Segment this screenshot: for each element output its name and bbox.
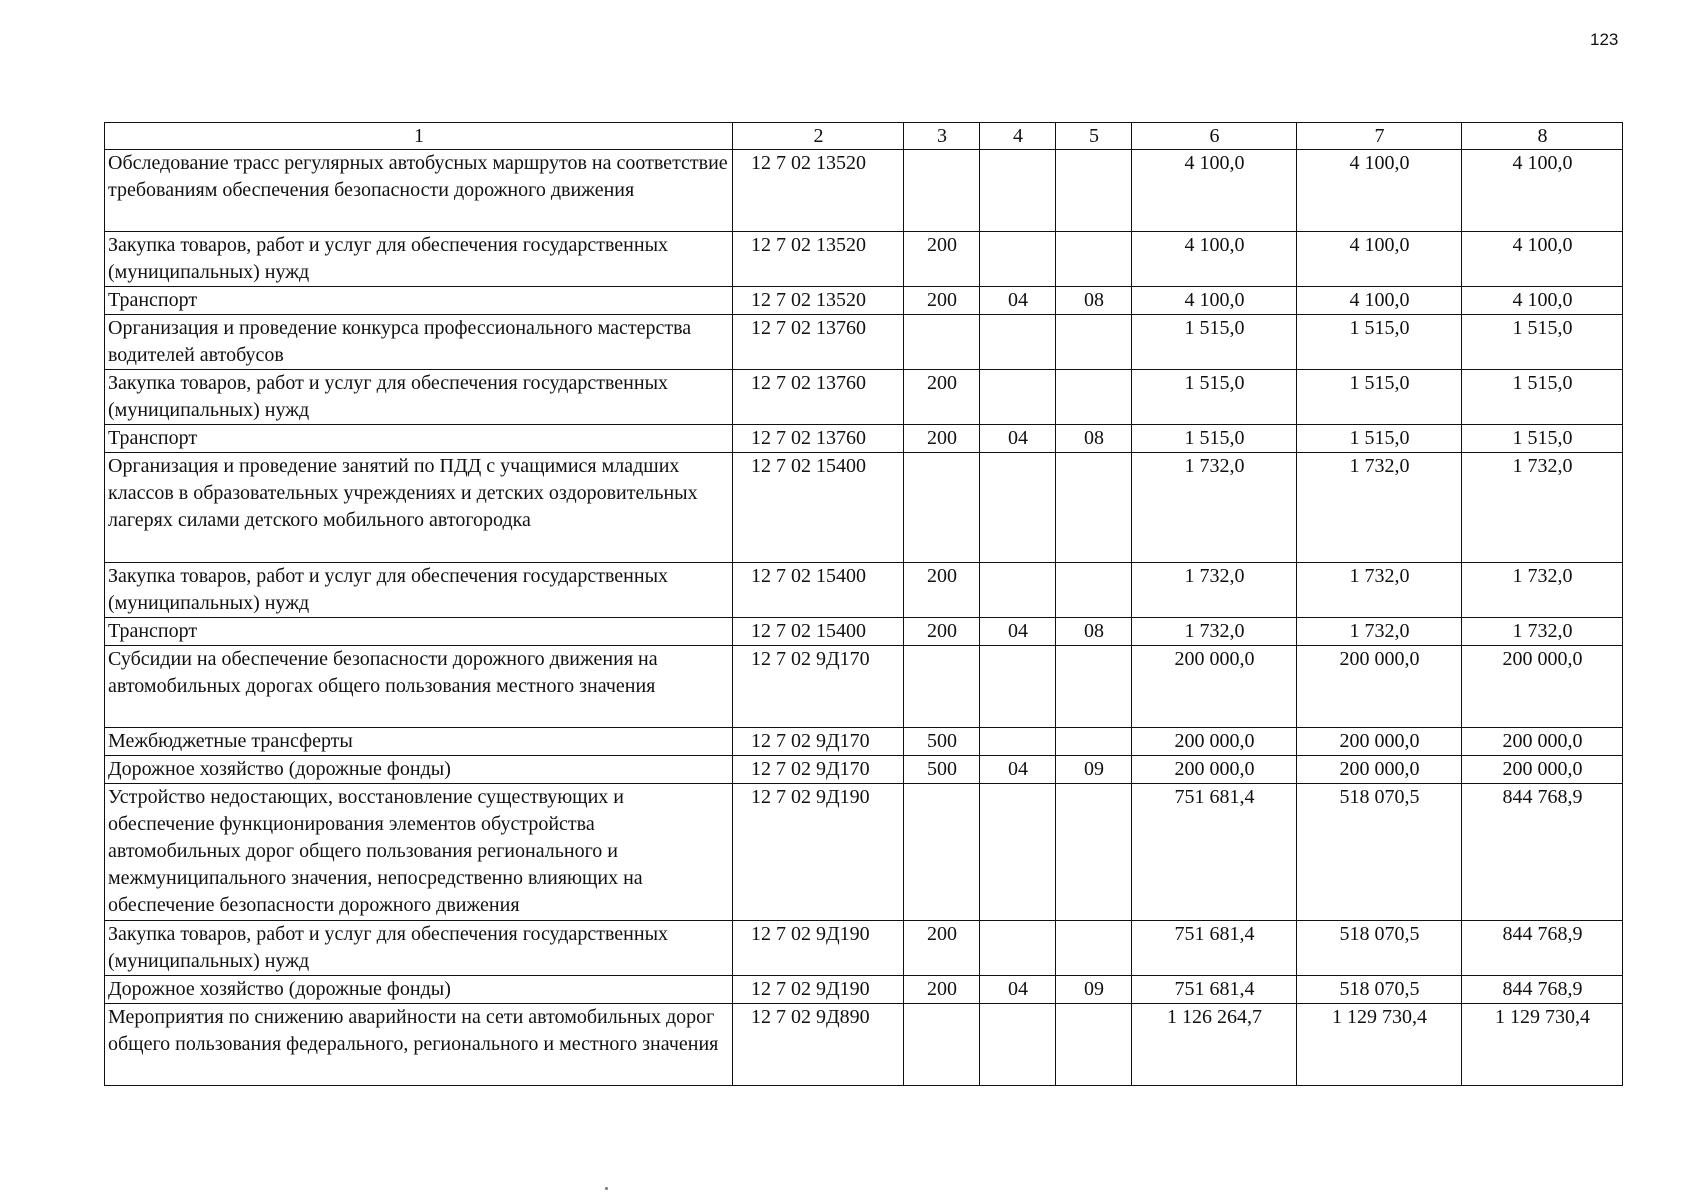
row-col4: 04 xyxy=(980,425,1056,453)
row-col3: 500 xyxy=(904,756,980,784)
row-amount-7: 1 515,0 xyxy=(1297,315,1462,370)
row-name: Межбюджетные трансферты xyxy=(105,728,733,756)
table-row xyxy=(105,150,1623,232)
row-name: Организация и проведение конкурса профессионального мастерства водителей автобусов xyxy=(105,315,733,370)
row-amount-7: 1 515,0 xyxy=(1297,370,1462,425)
row-col4 xyxy=(980,646,1056,728)
row-amount-7: 1 129 730,4 xyxy=(1297,1004,1462,1086)
row-col5 xyxy=(1056,232,1132,287)
row-amount-7: 1 732,0 xyxy=(1297,453,1462,563)
row-col3: 200 xyxy=(904,618,980,646)
row-amount-7: 200 000,0 xyxy=(1297,728,1462,756)
row-col5 xyxy=(1056,315,1132,370)
row-name: Закупка товаров, работ и услуг для обеспечения государственных (муниципальных) нужд xyxy=(105,563,733,618)
row-col4 xyxy=(980,232,1056,287)
row-col4 xyxy=(980,453,1056,563)
row-col5: 08 xyxy=(1056,618,1132,646)
row-col3 xyxy=(904,315,980,370)
row-name: Транспорт xyxy=(105,287,733,315)
row-name: Закупка товаров, работ и услуг для обеспечения государственных (муниципальных) нужд xyxy=(105,921,733,976)
row-name: Дорожное хозяйство (дорожные фонды) xyxy=(105,976,733,1004)
column-header-2: 2 xyxy=(733,123,904,150)
row-code: 12 7 02 15400 xyxy=(733,563,904,618)
table-row xyxy=(105,756,1623,784)
row-code: 12 7 02 13520 xyxy=(733,232,904,287)
row-name: Субсидии на обеспечение безопасности дорожного движения на автомобильных дорогах общего пользования местного значения xyxy=(105,646,733,728)
table-row xyxy=(105,287,1623,315)
row-col3 xyxy=(904,150,980,232)
row-col5 xyxy=(1056,784,1132,921)
row-col4 xyxy=(980,315,1056,370)
row-col5 xyxy=(1056,370,1132,425)
row-col4: 04 xyxy=(980,756,1056,784)
row-amount-8: 1 732,0 xyxy=(1462,563,1623,618)
row-code: 12 7 02 9Д170 xyxy=(733,756,904,784)
row-amount-6: 1 515,0 xyxy=(1132,315,1297,370)
row-amount-6: 751 681,4 xyxy=(1132,976,1297,1004)
table-row xyxy=(105,425,1623,453)
row-amount-6: 4 100,0 xyxy=(1132,287,1297,315)
table-row xyxy=(105,563,1623,618)
row-amount-6: 4 100,0 xyxy=(1132,150,1297,232)
header-row xyxy=(105,123,1623,150)
row-amount-6: 1 515,0 xyxy=(1132,425,1297,453)
budget-table xyxy=(104,122,1623,1086)
row-amount-6: 1 732,0 xyxy=(1132,453,1297,563)
row-amount-8: 4 100,0 xyxy=(1462,150,1623,232)
page-number: 123 xyxy=(1590,30,1619,49)
row-col5: 08 xyxy=(1056,425,1132,453)
row-name: Транспорт xyxy=(105,618,733,646)
row-col5 xyxy=(1056,728,1132,756)
column-header-3: 3 xyxy=(904,123,980,150)
row-col4 xyxy=(980,728,1056,756)
row-col5: 09 xyxy=(1056,756,1132,784)
row-amount-8: 844 768,9 xyxy=(1462,976,1623,1004)
row-code: 12 7 02 9Д890 xyxy=(733,1004,904,1086)
row-col4 xyxy=(980,921,1056,976)
row-code: 12 7 02 13520 xyxy=(733,150,904,232)
row-amount-8: 200 000,0 xyxy=(1462,728,1623,756)
row-amount-7: 518 070,5 xyxy=(1297,921,1462,976)
row-amount-6: 1 515,0 xyxy=(1132,370,1297,425)
table-row xyxy=(105,921,1623,976)
table-row xyxy=(105,232,1623,287)
table-row xyxy=(105,646,1623,728)
row-code: 12 7 02 15400 xyxy=(733,618,904,646)
row-amount-6: 751 681,4 xyxy=(1132,921,1297,976)
row-col4 xyxy=(980,150,1056,232)
row-name: Транспорт xyxy=(105,425,733,453)
row-amount-8: 844 768,9 xyxy=(1462,921,1623,976)
row-col3: 200 xyxy=(904,976,980,1004)
row-code: 12 7 02 9Д190 xyxy=(733,976,904,1004)
table-row xyxy=(105,976,1623,1004)
row-amount-7: 200 000,0 xyxy=(1297,646,1462,728)
row-col5 xyxy=(1056,1004,1132,1086)
row-code: 12 7 02 9Д170 xyxy=(733,646,904,728)
row-col5 xyxy=(1056,150,1132,232)
row-amount-6: 1 732,0 xyxy=(1132,563,1297,618)
row-col3: 200 xyxy=(904,370,980,425)
row-amount-6: 200 000,0 xyxy=(1132,646,1297,728)
row-amount-8: 200 000,0 xyxy=(1462,756,1623,784)
row-code: 12 7 02 13520 xyxy=(733,287,904,315)
row-name: Закупка товаров, работ и услуг для обеспечения государственных (муниципальных) нужд xyxy=(105,370,733,425)
row-name: Устройство недостающих, восстановление существующих и обеспечение функционирования элементов обустройства автомобильных дорог общего пользования регионального и межмуниципального значения, непосредственно влияющих на обеспечение безопасности дорожного движения xyxy=(105,784,733,921)
row-col3: 200 xyxy=(904,287,980,315)
row-amount-8: 844 768,9 xyxy=(1462,784,1623,921)
row-name: Мероприятия по снижению аварийности на сети автомобильных дорог общего пользования федерального, регионального и местного значения xyxy=(105,1004,733,1086)
table-row xyxy=(105,370,1623,425)
row-amount-6: 4 100,0 xyxy=(1132,232,1297,287)
row-col3 xyxy=(904,1004,980,1086)
row-col5: 09 xyxy=(1056,976,1132,1004)
row-amount-7: 518 070,5 xyxy=(1297,976,1462,1004)
row-amount-6: 751 681,4 xyxy=(1132,784,1297,921)
row-amount-7: 4 100,0 xyxy=(1297,232,1462,287)
row-col4 xyxy=(980,563,1056,618)
row-amount-8: 200 000,0 xyxy=(1462,646,1623,728)
scan-speck xyxy=(605,1187,608,1190)
row-col5 xyxy=(1056,453,1132,563)
row-col5 xyxy=(1056,563,1132,618)
table-row xyxy=(105,728,1623,756)
row-col4 xyxy=(980,1004,1056,1086)
column-header-1: 1 xyxy=(105,123,733,150)
row-col3: 200 xyxy=(904,921,980,976)
row-col4 xyxy=(980,370,1056,425)
table-row xyxy=(105,618,1623,646)
row-col5 xyxy=(1056,921,1132,976)
row-col3: 200 xyxy=(904,425,980,453)
row-code: 12 7 02 13760 xyxy=(733,315,904,370)
column-header-5: 5 xyxy=(1056,123,1132,150)
row-col4: 04 xyxy=(980,618,1056,646)
row-amount-8: 1 515,0 xyxy=(1462,425,1623,453)
row-amount-6: 1 126 264,7 xyxy=(1132,1004,1297,1086)
row-amount-6: 200 000,0 xyxy=(1132,728,1297,756)
row-col3 xyxy=(904,646,980,728)
row-code: 12 7 02 13760 xyxy=(733,425,904,453)
row-amount-8: 1 515,0 xyxy=(1462,370,1623,425)
row-col4: 04 xyxy=(980,287,1056,315)
row-col5: 08 xyxy=(1056,287,1132,315)
row-amount-7: 518 070,5 xyxy=(1297,784,1462,921)
table-row xyxy=(105,784,1623,921)
row-amount-7: 200 000,0 xyxy=(1297,756,1462,784)
row-amount-7: 1 515,0 xyxy=(1297,425,1462,453)
row-amount-7: 4 100,0 xyxy=(1297,287,1462,315)
row-col3 xyxy=(904,784,980,921)
row-amount-7: 4 100,0 xyxy=(1297,150,1462,232)
row-amount-8: 1 732,0 xyxy=(1462,618,1623,646)
row-code: 12 7 02 9Д190 xyxy=(733,921,904,976)
row-amount-8: 1 129 730,4 xyxy=(1462,1004,1623,1086)
table-row xyxy=(105,1004,1623,1086)
row-col3: 500 xyxy=(904,728,980,756)
row-amount-8: 1 515,0 xyxy=(1462,315,1623,370)
row-amount-7: 1 732,0 xyxy=(1297,563,1462,618)
table-row xyxy=(105,453,1623,563)
row-code: 12 7 02 13760 xyxy=(733,370,904,425)
column-header-4: 4 xyxy=(980,123,1056,150)
row-col3 xyxy=(904,453,980,563)
row-amount-8: 4 100,0 xyxy=(1462,287,1623,315)
row-col4: 04 xyxy=(980,976,1056,1004)
row-col4 xyxy=(980,784,1056,921)
row-col3: 200 xyxy=(904,232,980,287)
row-code: 12 7 02 9Д190 xyxy=(733,784,904,921)
column-header-6: 6 xyxy=(1132,123,1297,150)
row-name: Закупка товаров, работ и услуг для обеспечения государственных (муниципальных) нужд xyxy=(105,232,733,287)
column-header-8: 8 xyxy=(1462,123,1623,150)
row-amount-8: 4 100,0 xyxy=(1462,232,1623,287)
row-amount-7: 1 732,0 xyxy=(1297,618,1462,646)
row-name: Дорожное хозяйство (дорожные фонды) xyxy=(105,756,733,784)
row-name: Организация и проведение занятий по ПДД с учащимися младших классов в образовательных учреждениях и детских оздоровительных лагерях силами детского мобильного автогородка xyxy=(105,453,733,563)
row-col3: 200 xyxy=(904,563,980,618)
row-amount-6: 1 732,0 xyxy=(1132,618,1297,646)
column-header-7: 7 xyxy=(1297,123,1462,150)
row-amount-6: 200 000,0 xyxy=(1132,756,1297,784)
row-code: 12 7 02 9Д170 xyxy=(733,728,904,756)
row-name: Обследование трасс регулярных автобусных маршрутов на соответствие требованиям обеспечения безопасности дорожного движения xyxy=(105,150,733,232)
row-col5 xyxy=(1056,646,1132,728)
row-code: 12 7 02 15400 xyxy=(733,453,904,563)
table-row xyxy=(105,315,1623,370)
row-amount-8: 1 732,0 xyxy=(1462,453,1623,563)
